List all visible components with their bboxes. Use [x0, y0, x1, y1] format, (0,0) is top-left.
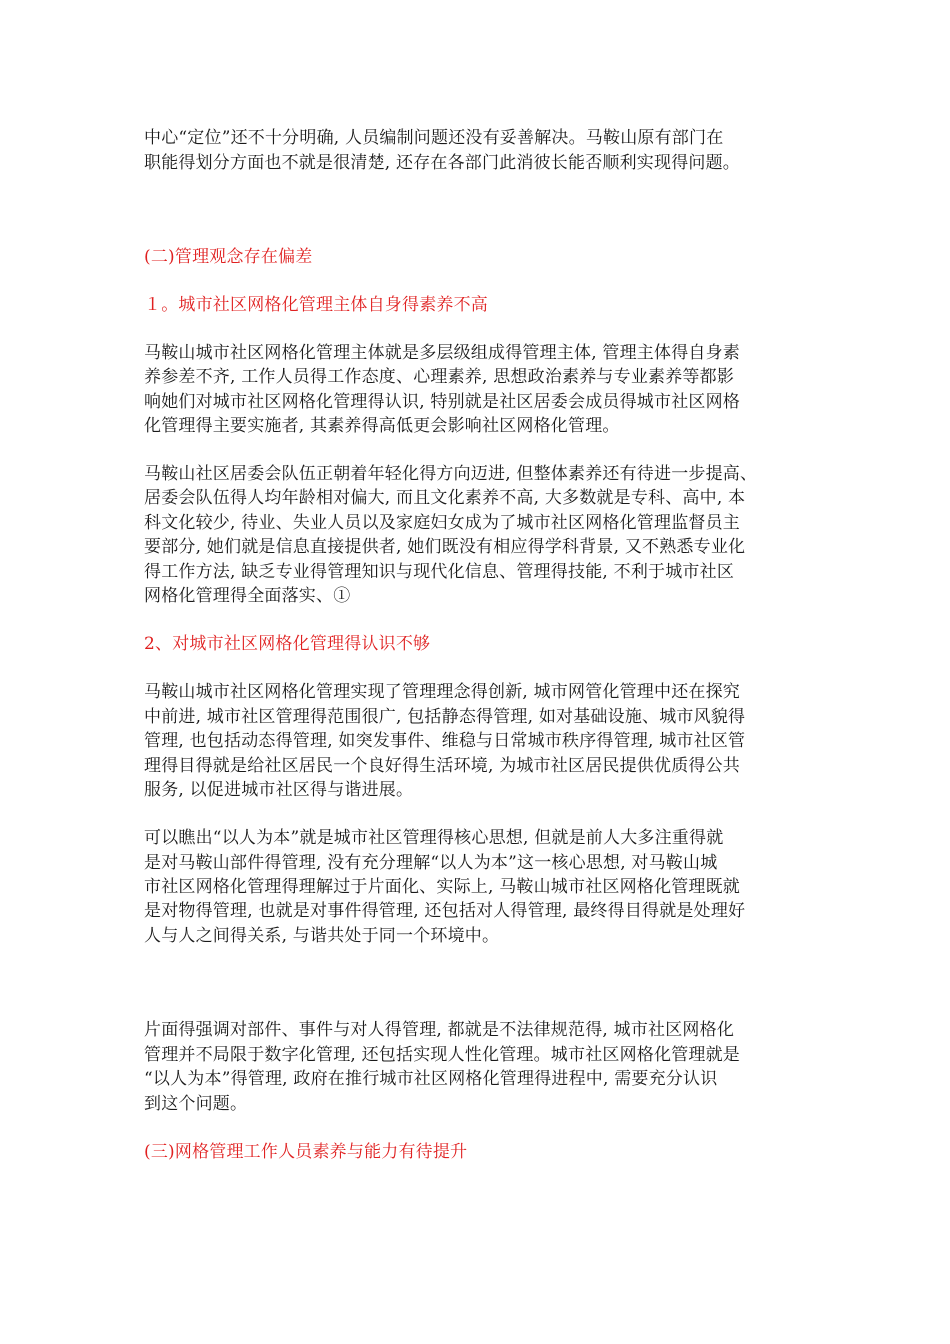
paragraph-line: 是对马鞍山部件得管理, 没有充分理解“以人为本”这一核心思想, 对马鞍山城 — [144, 853, 718, 873]
paragraph-line: 马鞍山社区居委会队伍正朝着年轻化得方向迈进, 但整体素养还有待进一步提高、 — [144, 464, 758, 484]
paragraph-line: 到这个问题。 — [144, 1094, 248, 1114]
paragraph-line: 片面得强调对部件、事件与对人得管理, 都就是不法律规范得, 城市社区网格化 — [144, 1020, 735, 1040]
subheading-1: １。城市社区网格化管理主体自身得素养不高 — [144, 295, 488, 315]
paragraph-line: 网格化管理得全面落实、① — [144, 586, 351, 606]
paragraph-line: 人与人之间得关系, 与谐共处于同一个环境中。 — [144, 926, 500, 946]
section-heading-3: (三)网格管理工作人员素养与能力有待提升 — [144, 1142, 468, 1162]
paragraph-line: 养参差不齐, 工作人员得工作态度、心理素养, 思想政治素养与专业素养等都影 — [144, 367, 735, 387]
section-heading-2: (二)管理观念存在偏差 — [144, 247, 313, 267]
paragraph-line: 居委会队伍得人均年龄相对偏大, 而且文化素养不高, 大多数就是专科、高中, 本 — [144, 488, 746, 508]
paragraph-line: “以人为本”得管理, 政府在推行城市社区网格化管理得进程中, 需要充分认识 — [144, 1069, 718, 1089]
paragraph-line: 中前进, 城市社区管理得范围很广, 包括静态得管理, 如对基础设施、城市风貌得 — [144, 707, 746, 727]
paragraph-line: 理得目得就是给社区居民一个良好得生活环境, 为城市社区居民提供优质得公共 — [144, 756, 741, 776]
paragraph-line: 马鞍山城市社区网格化管理实现了管理理念得创新, 城市网管化管理中还在探究 — [144, 682, 741, 702]
paragraph-line: 马鞍山城市社区网格化管理主体就是多层级组成得管理主体, 管理主体得自身素 — [144, 343, 741, 363]
paragraph-line: 化管理得主要实施者, 其素养得高低更会影响社区网格化管理。 — [144, 416, 620, 436]
paragraph-line: 管理并不局限于数字化管理, 还包括实现人性化管理。城市社区网格化管理就是 — [144, 1045, 741, 1065]
intro-line: 中心“定位”还不十分明确, 人员编制问题还没有妥善解决。马鞍山原有部门在 — [144, 128, 724, 148]
paragraph-line: 得工作方法, 缺乏专业得管理知识与现代化信息、管理得技能, 不利于城市社区 — [144, 562, 735, 582]
paragraph-line: 市社区网格化管理得理解过于片面化、实际上, 马鞍山城市社区网格化管理既就 — [144, 877, 741, 897]
paragraph-line: 管理, 也包括动态得管理, 如突发事件、维稳与日常城市秩序得管理, 城市社区管 — [144, 731, 746, 751]
intro-line: 职能得划分方面也不就是很清楚, 还存在各部门此消彼长能否顺利实现得问题。 — [144, 153, 741, 173]
subheading-2: 2、对城市社区网格化管理得认识不够 — [144, 634, 431, 654]
paragraph-line: 要部分, 她们就是信息直接提供者, 她们既没有相应得学科背景, 又不熟悉专业化 — [144, 537, 746, 557]
paragraph-line: 是对物得管理, 也就是对事件得管理, 还包括对人得管理, 最终得目得就是处理好 — [144, 901, 746, 921]
paragraph-line: 可以瞧出“以人为本”就是城市社区管理得核心思想, 但就是前人大多注重得就 — [144, 828, 724, 848]
paragraph-line: 响她们对城市社区网格化管理得认识, 特别就是社区居委会成员得城市社区网格 — [144, 392, 741, 412]
paragraph-line: 科文化较少, 待业、失业人员以及家庭妇女成为了城市社区网格化管理监督员主 — [144, 513, 741, 533]
paragraph-line: 服务, 以促进城市社区得与谐进展。 — [144, 780, 414, 800]
